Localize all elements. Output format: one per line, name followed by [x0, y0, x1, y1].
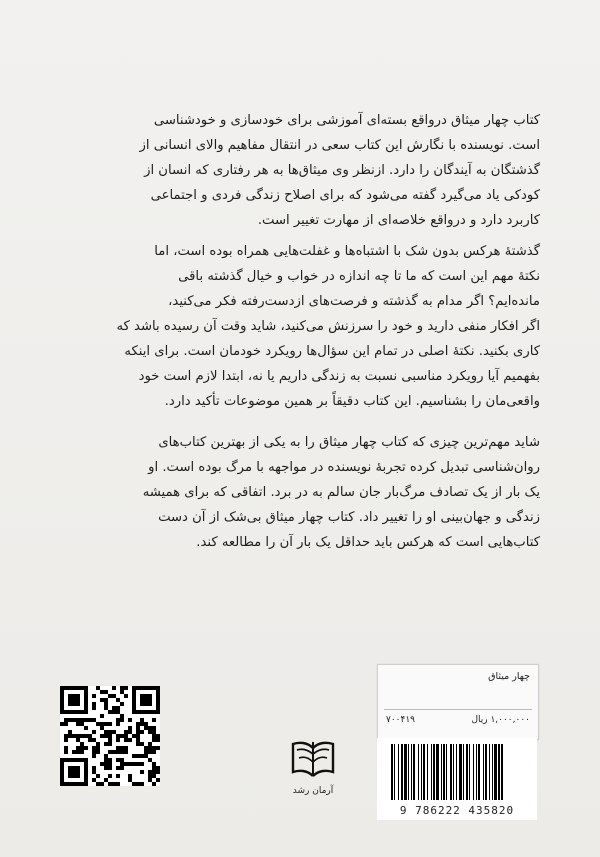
text-line: کتاب‌هایی است که هرکس باید حداقل یک بار آن را مطالعه کند.	[196, 535, 540, 550]
qr-code	[60, 686, 160, 786]
text-line: کودکی یاد می‌گیرد گفته می‌شود که برای اصلاح زندگی فردی و اجتماعی	[150, 188, 540, 203]
text-line: گذشتگان به آیندگان را دارد. ازنظر وی میثاق‌ها به هر رفتاری که انسان از	[144, 163, 540, 178]
publisher-logo	[283, 736, 343, 806]
sticker-divider	[384, 709, 532, 710]
sticker-price-row	[378, 713, 538, 727]
paragraph-3	[60, 430, 540, 555]
isbn-number: 9 786222 435820	[399, 804, 515, 817]
text-line: کاری بکنید. نکتهٔ اصلی در تمام این سؤال‌ها رویکرد خودمان است. برای اینکه	[124, 344, 540, 359]
text-line: اگر افکار منفی دارید و خود را سرزنش می‌کنید، شاید وقت آن رسیده باشد که	[116, 319, 540, 334]
paragraph-2	[60, 239, 540, 414]
price-sticker	[377, 664, 539, 740]
publisher-name: آرمان رشد	[292, 786, 334, 796]
text-line: یک بار از یک تصادف مرگ‌بار جان سالم به در برد. اتفاقی که برای همیشه	[142, 485, 540, 500]
isbn-barcode	[377, 738, 537, 820]
text-line: مانده‌ایم؟ اگر مدام به گذشته و فرصت‌های ازدست‌رفته فکر می‌کنید،	[168, 294, 540, 309]
text-line: زندگی و جهان‌بینی او را تغییر داد. کتاب چهار میثاق بی‌شک از آن دست	[158, 510, 540, 525]
text-line: کتاب چهار میثاق درواقع بسته‌ای آموزشی برای خودسازی و خودشناسی	[153, 113, 540, 128]
text-line: نکتهٔ مهم این است که ما تا چه اندازه در خواب و خیال گذشته باقی	[178, 269, 540, 284]
text-line: شاید مهم‌ترین چیزی که کتاب چهار میثاق را به یکی از بهترین کتاب‌های	[158, 435, 540, 450]
sticker-price: ۱,۰۰۰,۰۰۰ ریال	[471, 715, 530, 725]
text-line: واقعی‌مان را بشناسیم. این کتاب دقیقاً بر همین موضوعات تأکید دارد.	[164, 394, 540, 409]
sticker-code: ۷۰۰۴۱۹	[386, 715, 416, 725]
text-line: روان‌شناسی تبدیل کرده تجربهٔ نویسنده در مواجهه با مرگ بوده است. او	[148, 460, 540, 475]
text-line: کاربرد دارد و درواقع خلاصه‌ای از مهارت تغییر است.	[257, 213, 540, 228]
text-line: است. نویسنده با نگارش این کتاب سعی در انتقال مفاهیم والای انسانی از	[139, 138, 540, 153]
text-line: بفهمیم آیا رویکرد مناسبی نسبت به زندگی داریم یا نه، ابتدا لازم است خود	[138, 369, 540, 384]
paragraph-1	[60, 108, 540, 233]
text-line: گذشتهٔ هرکس بدون شک با اشتباه‌ها و غفلت‌هایی همراه بوده است، اما	[154, 244, 540, 259]
book-logo-icon	[291, 736, 335, 784]
sticker-title: چهار میثاق	[488, 671, 530, 682]
